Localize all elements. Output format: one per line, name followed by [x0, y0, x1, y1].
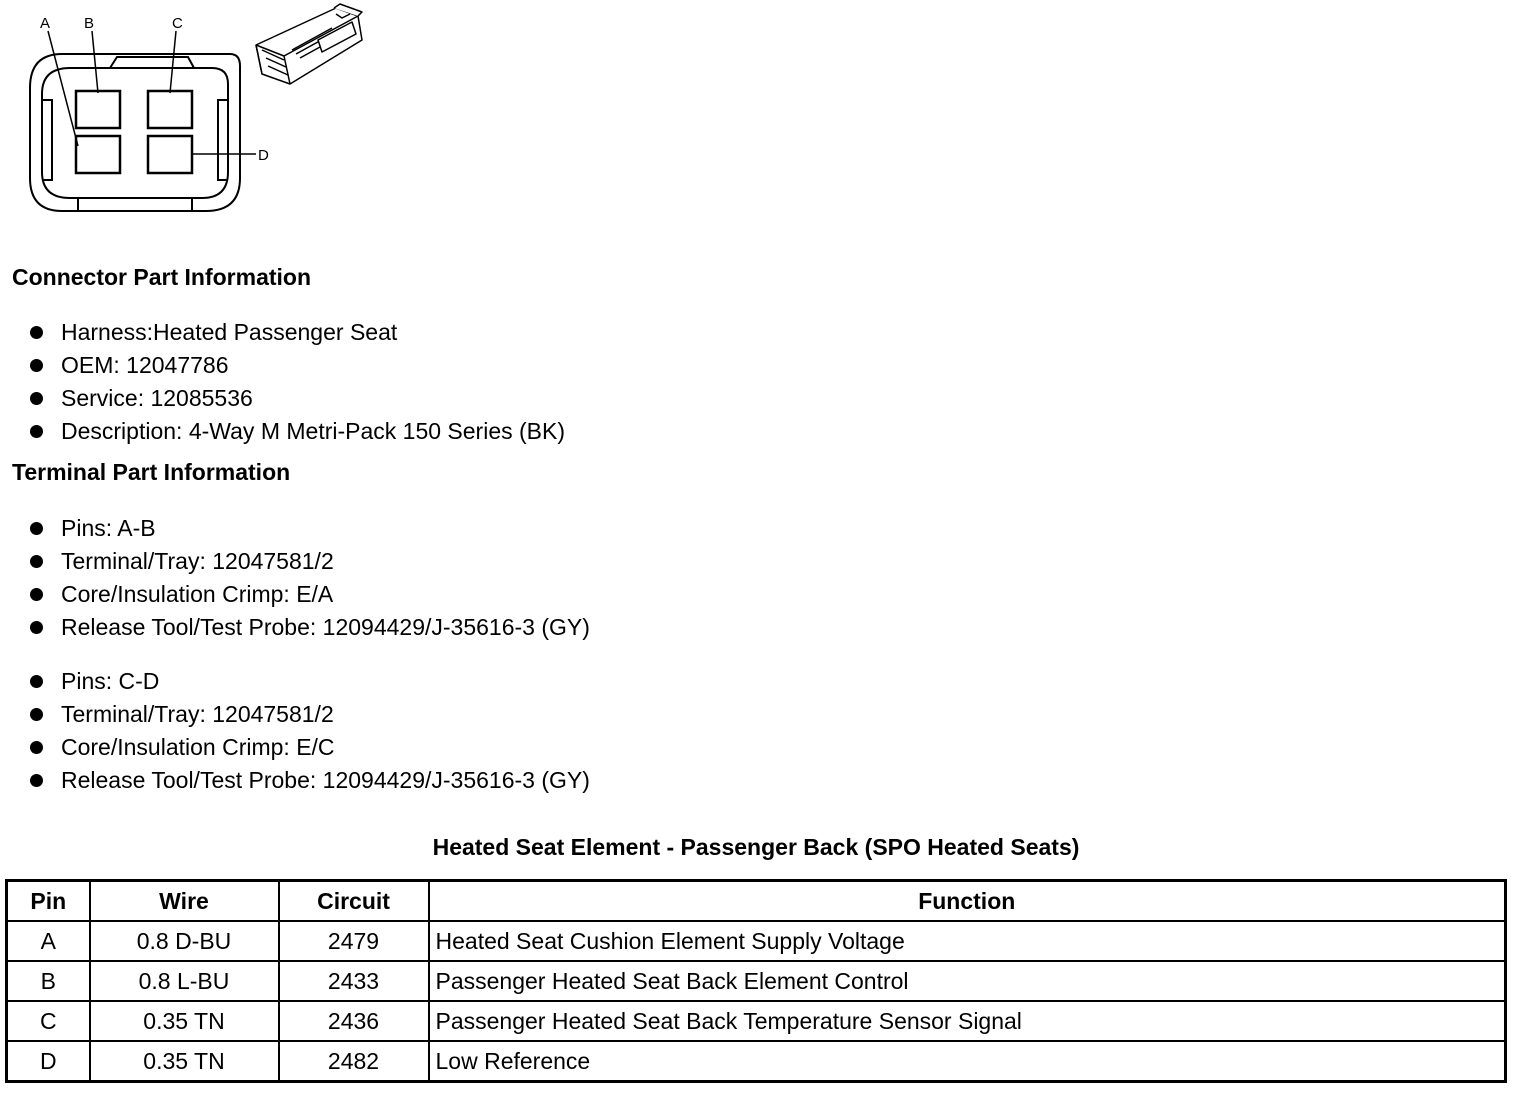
bullet-icon [30, 588, 43, 601]
cell-pin: B [7, 961, 90, 1001]
list-item-text: Core/Insulation Crimp: E/C [61, 734, 335, 760]
list-item-text: Service: 12085536 [61, 385, 253, 411]
list-item-text: Description: 4-Way M Metri-Pack 150 Series (BK) [61, 418, 566, 444]
bullet-icon [30, 555, 43, 568]
list-item [28, 316, 565, 349]
cell-circuit: 2479 [279, 921, 429, 961]
bullet-icon [30, 621, 43, 634]
connector-thumbnail [256, 4, 362, 84]
cell-pin: D [7, 1041, 90, 1082]
list-item [28, 611, 590, 644]
connector-info-list [28, 316, 565, 448]
pinout-table [5, 879, 1507, 1083]
cell-circuit: 2436 [279, 1001, 429, 1041]
cavity-a [76, 136, 120, 173]
cell-pin: A [7, 921, 90, 961]
list-item [28, 578, 590, 611]
list-item [28, 512, 590, 545]
table-row [7, 1001, 1506, 1041]
bullet-icon [30, 522, 43, 535]
bullet-icon [30, 425, 43, 438]
cell-wire: 0.8 D-BU [90, 921, 279, 961]
terminal-cavities [76, 91, 192, 173]
list-item-text: Terminal/Tray: 12047581/2 [61, 548, 334, 574]
pin-label-d: D [258, 147, 269, 164]
bullet-icon [30, 359, 43, 372]
cell-pin: C [7, 1001, 90, 1041]
cell-wire: 0.8 L-BU [90, 961, 279, 1001]
cell-circuit: 2433 [279, 961, 429, 1001]
pin-label-c: C [172, 15, 183, 32]
column-header-circuit: Circuit [279, 881, 429, 922]
pin-label-a: A [40, 15, 51, 32]
connector-info-title: Connector Part Information [12, 264, 312, 290]
list-item [28, 382, 565, 415]
bullet-icon [30, 675, 43, 688]
cell-wire: 0.35 TN [90, 1041, 279, 1082]
terminal-info-title: Terminal Part Information [12, 459, 291, 485]
cell-circuit: 2482 [279, 1041, 429, 1082]
table-row [7, 1041, 1506, 1082]
list-item [28, 698, 590, 731]
list-item-text: Pins: A-B [61, 515, 156, 541]
cell-function: Low Reference [429, 1041, 1506, 1082]
bullet-icon [30, 708, 43, 721]
list-item [28, 731, 590, 764]
list-item [28, 415, 565, 448]
pin-label-b: B [84, 15, 95, 32]
bullet-icon [30, 326, 43, 339]
list-item-text: Harness:Heated Passenger Seat [61, 319, 398, 345]
bullet-icon [30, 392, 43, 405]
table-row [7, 961, 1506, 1001]
table-header-row [7, 881, 1506, 922]
connector-diagram [0, 0, 380, 220]
list-item-text: Pins: C-D [61, 668, 160, 694]
cell-function: Passenger Heated Seat Back Temperature Sensor Signal [429, 1001, 1506, 1041]
terminal-info-list-1 [28, 512, 590, 644]
table-row [7, 921, 1506, 961]
terminal-info-list-2 [28, 665, 590, 797]
list-item [28, 349, 565, 382]
cell-wire: 0.35 TN [90, 1001, 279, 1041]
cavity-d [148, 136, 192, 173]
column-header-wire: Wire [90, 881, 279, 922]
list-item-text: Terminal/Tray: 12047581/2 [61, 701, 334, 727]
list-item [28, 665, 590, 698]
column-header-pin: Pin [7, 881, 90, 922]
cavity-c [148, 91, 192, 128]
list-item-text: Release Tool/Test Probe: 12094429/J-35616-3 (GY) [61, 767, 590, 793]
bullet-icon [30, 741, 43, 754]
connector-face [30, 54, 240, 211]
table-title: Heated Seat Element - Passenger Back (SPO Heated Seats) [432, 834, 1080, 860]
cell-function: Heated Seat Cushion Element Supply Voltage [429, 921, 1506, 961]
list-item-text: Core/Insulation Crimp: E/A [61, 581, 334, 607]
list-item [28, 545, 590, 578]
column-header-function: Function [429, 881, 1506, 922]
bullet-icon [30, 774, 43, 787]
list-item-text: OEM: 12047786 [61, 352, 229, 378]
list-item [28, 764, 590, 797]
cell-function: Passenger Heated Seat Back Element Control [429, 961, 1506, 1001]
cavity-b [76, 91, 120, 128]
list-item-text: Release Tool/Test Probe: 12094429/J-35616-3 (GY) [61, 614, 590, 640]
